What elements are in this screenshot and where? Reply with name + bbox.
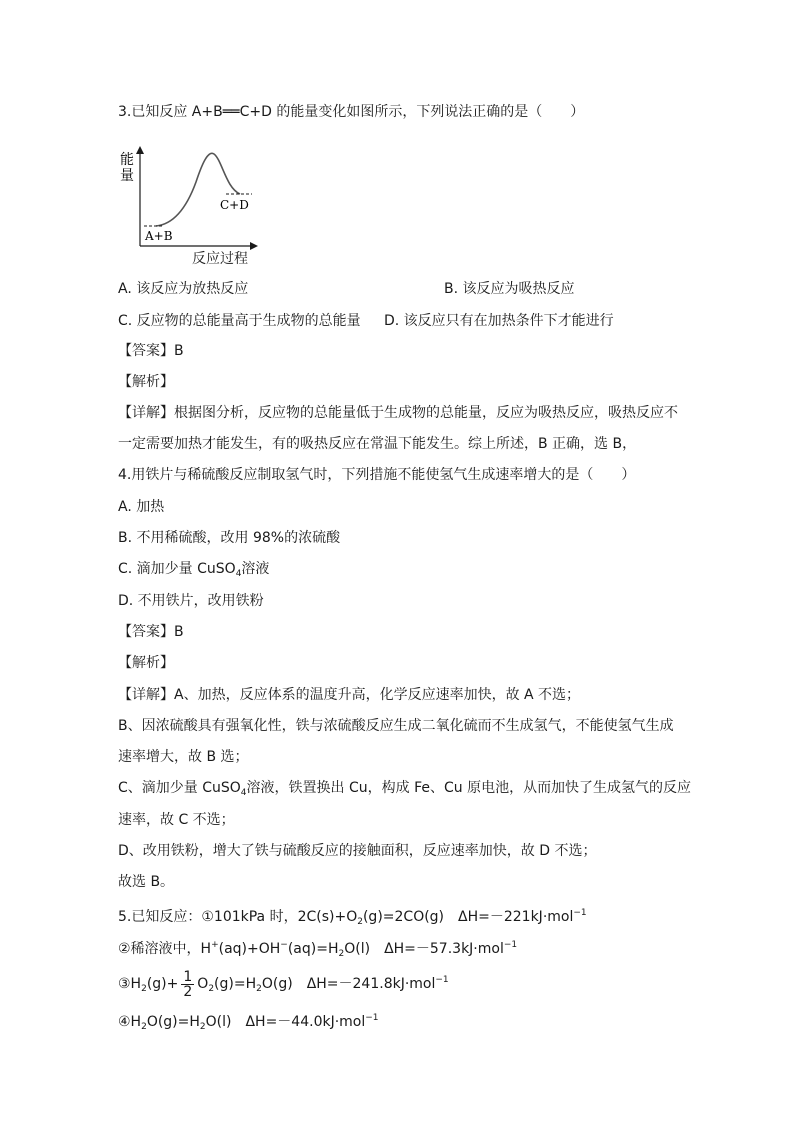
y-axis-arrow <box>136 146 144 154</box>
q5-reaction-2: ②稀溶液中，$H^+(aq)+OH^-(aq)=H_2O(l)$ ΔH=－57.3kJ·mol$^{-1}$ <box>118 940 518 959</box>
q4-conclusion: 故选 B。 <box>118 874 175 890</box>
q3-option-c: C. 反应物的总能量高于生成物的总能量 <box>118 313 361 329</box>
q4-detail-b-2: 速率增大，故 B 选； <box>118 749 249 765</box>
q3-stem: 3.已知反应 A+B══C+D 的能量变化如图所示，下列说法正确的是（ ） <box>118 104 585 120</box>
q3-option-a: A. 该反应为放热反应 <box>118 281 249 297</box>
q4-option-c: C. 滴加少量 CuSO$_4$溶液 <box>118 561 270 579</box>
q4-detail-b-1: B、因浓硫酸具有强氧化性，铁与浓硫酸反应生成二氧化硫而不生成氢气，不能使氢气生成 <box>118 718 674 734</box>
q4-answer: 【答案】B <box>118 624 184 640</box>
q3-detail-line-2: 一定需要加热才能发生，有的吸热反应在常温下能发生。综上所述，B 正确，选 B， <box>118 436 637 452</box>
q4-option-a: A. 加热 <box>118 499 165 515</box>
reactant-label: A+B <box>145 229 173 243</box>
product-label: C+D <box>220 198 249 212</box>
q3-detail-line-1: 【详解】根据图分析，反应物的总能量低于生成物的总能量，反应为吸热反应，吸热反应不 <box>118 405 678 421</box>
q5-reaction-1: 5.已知反应：①101kPa 时，$2C(s)+O_2(g)=2CO(g)$ ΔH=－221kJ·mol$^{-1}$ <box>118 908 587 927</box>
fraction-one-half: $\frac{1}{2}$ <box>183 968 193 1000</box>
q4-stem: 4.用铁片与稀硫酸反应制取氢气时，下列措施不能使氢气生成速率增大的是（ ） <box>118 467 636 483</box>
q5-reaction-4: $④H_2O(g)=H_2O(l)$ ΔH=－44.0kJ·mol$^{-1}$ <box>118 1013 379 1032</box>
y-axis-label-2: 量 <box>120 168 134 184</box>
q4-option-b: B. 不用稀硫酸，改用 98%的浓硫酸 <box>118 530 341 546</box>
x-axis-label: 反应过程 <box>192 251 248 267</box>
q4-detail-c-2: 速率，故 C 不选； <box>118 812 235 828</box>
x-axis-arrow <box>250 242 258 250</box>
q4-detail-a: 【详解】A、加热，反应体系的温度升高，化学反应速率加快，故 A 不选； <box>118 687 581 703</box>
q4-detail-c-1: C、滴加少量 CuSO$_4$溶液，铁置换出 Cu，构成 Fe、Cu 原电池，从而加快了生成氢气的反应 <box>118 780 692 798</box>
q4-detail-d: D、改用铁粉，增大了铁与硫酸反应的接触面积，反应速率加快，故 D 不选； <box>118 843 597 859</box>
q4-analysis-label: 【解析】 <box>118 655 174 671</box>
q3-analysis-label: 【解析】 <box>118 374 174 390</box>
q5-reaction-3: $③H_2(g)+$ $\frac{1}{2}$ $O_2(g)=H_2O(g)$ ΔH=－241.8kJ·mol$^{-1}$ <box>118 968 449 1000</box>
energy-curve <box>156 153 240 226</box>
q3-option-d: D. 该反应只有在加热条件下才能进行 <box>384 313 614 329</box>
y-axis-label-1: 能 <box>120 152 134 168</box>
q3-answer: 【答案】B <box>118 343 184 359</box>
q4-option-d: D. 不用铁片，改用铁粉 <box>118 593 264 609</box>
q3-option-b: B. 该反应为吸热反应 <box>444 281 575 297</box>
